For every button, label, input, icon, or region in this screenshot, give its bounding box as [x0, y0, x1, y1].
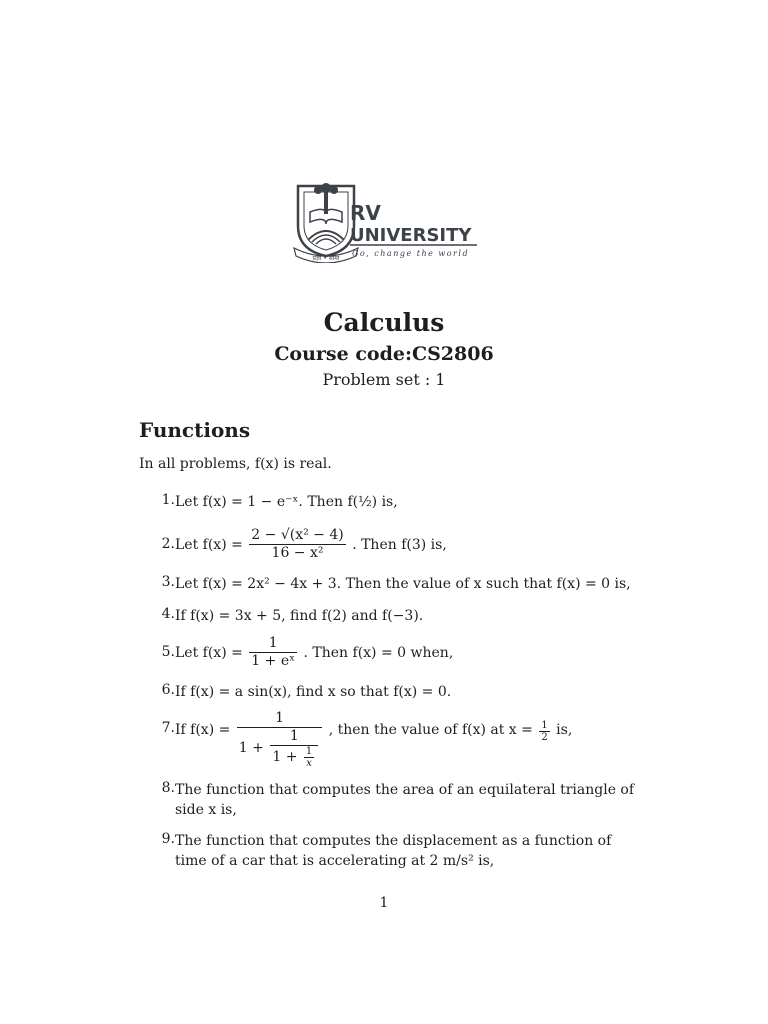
- logo-tagline: Go, change the world: [352, 249, 470, 258]
- fraction-denominator: 16 − x²: [249, 544, 345, 562]
- section-intro: In all problems, f(x) is real.: [139, 456, 332, 472]
- fraction-numerator: 1: [305, 746, 313, 757]
- fraction-numerator: 1: [275, 710, 284, 726]
- fraction-denominator: 1 + eˣ: [251, 653, 296, 669]
- problem-number: 8.: [161, 780, 175, 796]
- problem-body: [175, 527, 635, 562]
- fraction-numerator: 2 − √(x² − 4): [251, 527, 344, 543]
- fraction-denominator: x: [304, 757, 314, 769]
- problem-text: . Then f(x) = 0 when,: [303, 644, 454, 661]
- problem-text: The function that computes the displacement as a function of time of a car that is accelerating at 2 m/s² is,: [175, 833, 612, 869]
- problem-body: [175, 710, 635, 769]
- problem-number: 7.: [161, 720, 175, 736]
- problem-text: . Then f(3) is,: [352, 536, 447, 553]
- fraction-numerator: 1: [268, 635, 278, 651]
- fraction-numerator: 1: [289, 728, 299, 744]
- section-title: Functions: [139, 418, 251, 442]
- fraction-denominator: [270, 745, 318, 769]
- page-number: 1: [379, 895, 389, 911]
- problem-number: 9.: [161, 831, 175, 847]
- problem-text: If f(x) = a sin(x), find x so that f(x) = 0.: [175, 684, 452, 700]
- fraction: [249, 635, 297, 670]
- problem-text: Let f(x) =: [175, 536, 243, 553]
- nested-fraction: [270, 728, 318, 769]
- course-code: Course code:CS2806: [274, 343, 494, 365]
- fraction: [249, 527, 345, 562]
- problem-text: The function that computes the area of an equilateral triangle of side x is,: [175, 782, 635, 818]
- continued-fraction: [237, 710, 322, 769]
- problem-number: 2.: [161, 536, 175, 552]
- fraction-denominator-text: 1 +: [238, 740, 264, 756]
- fraction-half: [539, 720, 549, 743]
- problem-number: 1.: [161, 492, 175, 508]
- logo-line2: UNIVERSITY: [350, 225, 472, 246]
- problem-text: If f(x) = 3x + 5, find f(2) and f(−3).: [175, 608, 424, 624]
- problem-number: 5.: [161, 644, 175, 660]
- nested-fraction: [304, 746, 314, 769]
- page-title: Calculus: [323, 308, 445, 337]
- problem-text: Let f(x) = 2x² − 4x + 3. Then the value of x such that f(x) = 0 is,: [175, 576, 631, 592]
- problem-number: 6.: [161, 682, 175, 698]
- seal-text: प्रज्ञा • सीमा: [312, 255, 340, 262]
- problem-number: 4.: [161, 606, 175, 622]
- fraction-numerator: 1: [541, 720, 548, 731]
- fraction-denominator: 2: [541, 732, 548, 743]
- problem-text: is,: [556, 722, 573, 738]
- problem-text: If f(x) =: [175, 722, 231, 738]
- problem-number: 3.: [161, 574, 175, 590]
- university-seal-icon: [292, 178, 482, 263]
- fraction-denominator: [237, 727, 322, 769]
- problem-text: Let f(x) =: [175, 644, 243, 661]
- logo-line1: RV: [350, 201, 381, 225]
- problem-body: [175, 635, 635, 670]
- fraction-denominator-text: 1 +: [272, 749, 298, 765]
- problem-text: Let f(x) = 1 − e⁻ˣ. Then f(½) is,: [175, 494, 398, 510]
- problem-text: , then the value of f(x) at x =: [328, 722, 533, 738]
- university-logo: [292, 178, 482, 263]
- problem-set-label: Problem set : 1: [322, 370, 446, 389]
